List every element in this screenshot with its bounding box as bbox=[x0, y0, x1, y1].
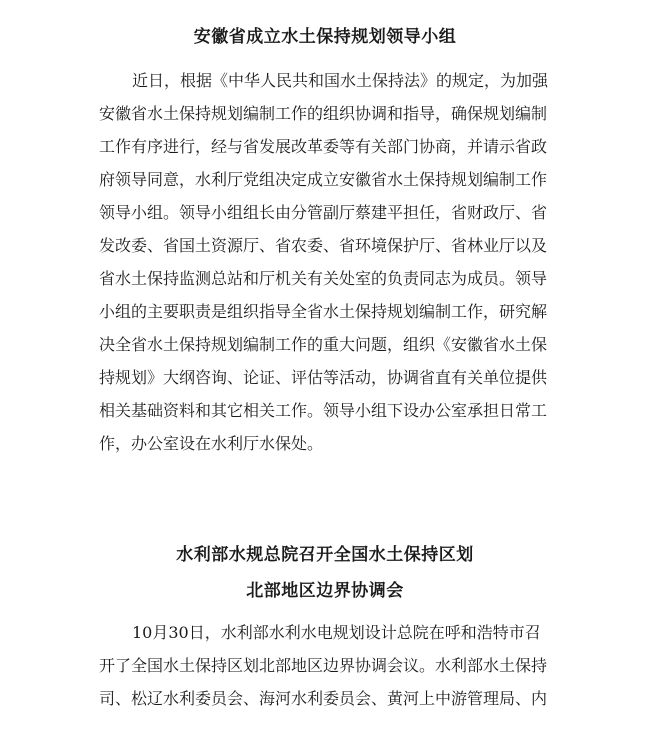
paragraph-line: 领导小组。领导小组组长由分管副厅蔡建平担任，省财政厅、省 bbox=[99, 203, 548, 222]
paragraph-line: 小组的主要职责是组织指导全省水土保持规划编制工作，研究解 bbox=[99, 302, 548, 321]
paragraph-line: 10月30日，水利部水利水电规划设计总院在呼和浩特市召 bbox=[132, 623, 541, 642]
article-2-title-continued: 北部地区边界协调会 bbox=[246, 581, 404, 601]
paragraph-line: 府领导同意，水利厅党组决定成立安徽省水土保持规划编制工作 bbox=[99, 170, 548, 189]
paragraph-line: 近日，根据《中华人民共和国水土保持法》的规定，为加强 bbox=[132, 71, 549, 90]
paragraph-line: 作，办公室设在水利厅水保处。 bbox=[99, 434, 324, 453]
paragraph-line: 发改委、省国土资源厅、省农委、省环境保护厅、省林业厅以及 bbox=[99, 236, 548, 255]
paragraph-line: 省水土保持监测总站和厅机关有关处室的负责同志为成员。领导 bbox=[99, 269, 548, 288]
paragraph-line: 决全省水土保持规划编制工作的重大问题，组织《安徽省水土保 bbox=[99, 335, 548, 354]
paragraph-line: 相关基础资料和其它相关工作。领导小组下设办公室承担日常工 bbox=[99, 401, 548, 420]
paragraph-line: 安徽省水土保持规划编制工作的组织协调和指导，确保规划编制 bbox=[99, 104, 548, 123]
paragraph-line: 持规划》大纲咨询、论证、评估等活动，协调省直有关单位提供 bbox=[99, 368, 548, 387]
article-1-title: 安徽省成立水土保持规划领导小组 bbox=[193, 27, 457, 47]
paragraph-line: 工作有序进行，经与省发展改革委等有关部门协商，并请示省政 bbox=[99, 137, 548, 156]
article-2-title: 水利部水规总院召开全国水土保持区划 bbox=[176, 545, 474, 565]
paragraph-line: 开了全国水土保持区划北部地区边界协调会议。水利部水土保持 bbox=[99, 656, 548, 675]
paragraph-line: 司、松辽水利委员会、海河水利委员会、黄河上中游管理局、内 bbox=[99, 689, 548, 708]
